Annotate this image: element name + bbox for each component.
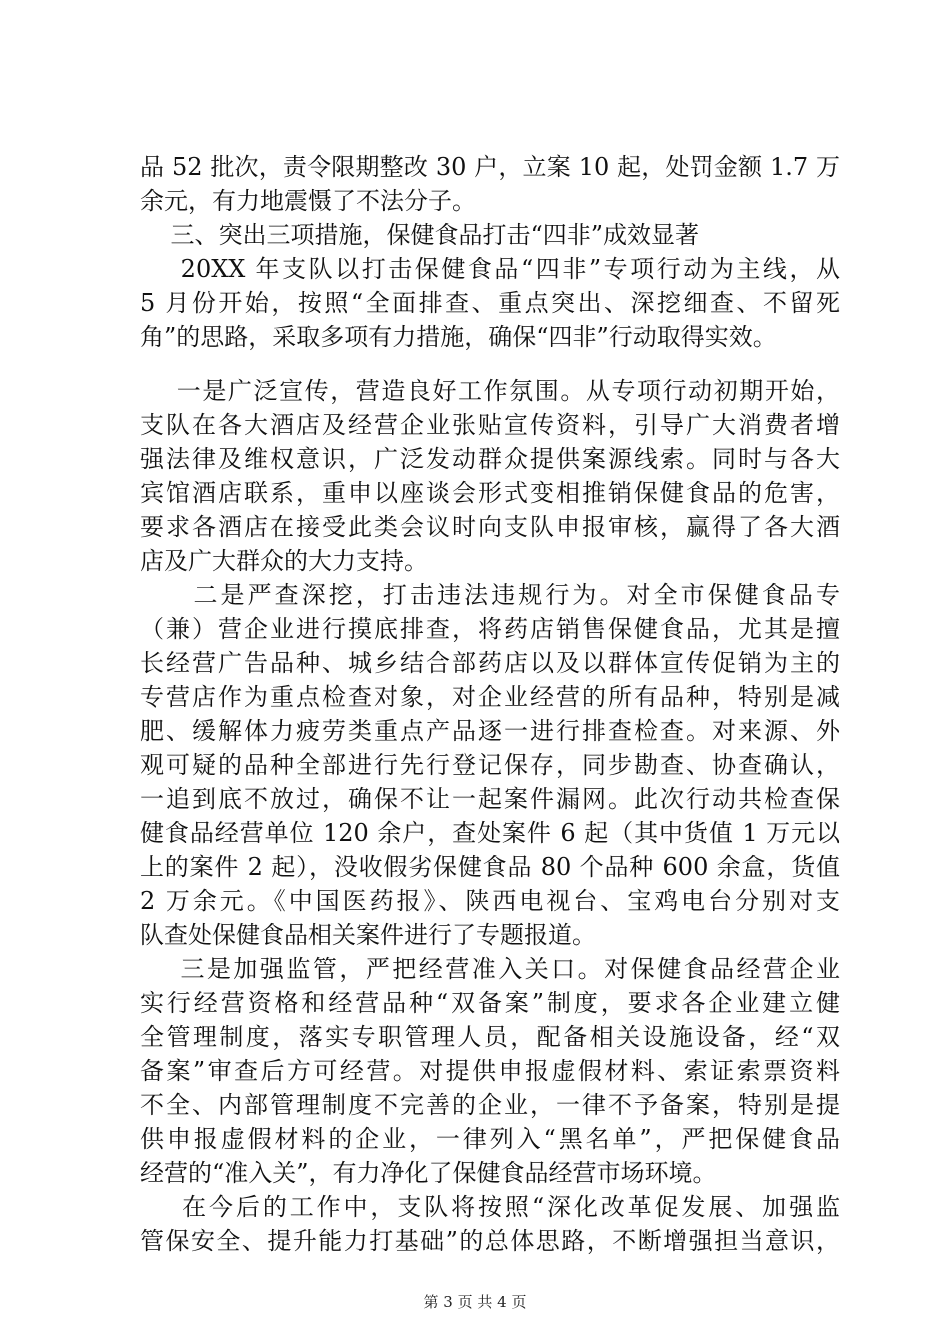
text-line: 三是加强监管，严把经营准入关口。对保健食品经营企业 (140, 955, 840, 983)
text-line: 上的案件 2 起），没收假劣保健食品 80 个品种 600 余盒，货值 (140, 853, 840, 881)
text-line: 支队在各大酒店及经营企业张贴宣传资料，引导广大消费者增 (140, 411, 840, 439)
text-line: 二是严查深挖，打击违法违规行为。对全市保健食品专 (140, 581, 840, 609)
text-line: 供申报虚假材料的企业，一律列入“黑名单”，严把保健食品 (140, 1125, 840, 1153)
text-line: 20XX 年支队以打击保健食品“四非”专项行动为主线，从 (140, 255, 840, 283)
text-line: 不全、内部管理制度不完善的企业，一律不予备案，特别是提 (140, 1091, 840, 1119)
text-line: 强法律及维权意识，广泛发动群众提供案源线索。同时与各大 (140, 445, 840, 473)
text-line: 队查处保健食品相关案件进行了专题报道。 (140, 921, 596, 949)
text-line: 一追到底不放过，确保不让一起案件漏网。此次行动共检查保 (140, 785, 840, 813)
text-line: 备案”审查后方可经营。对提供申报虚假材料、索证索票资料 (140, 1057, 840, 1085)
text-line: （兼）营企业进行摸底排查，将药店销售保健食品，尤其是擅 (140, 615, 840, 643)
section-heading: 三、突出三项措施，保健食品打击“四非”成效显著 (140, 221, 700, 249)
text-line: 在今后的工作中，支队将按照“深化改革促发展、加强监 (140, 1193, 840, 1221)
text-line: 管保安全、提升能力打基础”的总体思路，不断增强担当意识， (140, 1227, 840, 1255)
text-line: 店及广大群众的大力支持。 (140, 547, 428, 575)
text-line: 宾馆酒店联系，重申以座谈会形式变相推销保健食品的危害， (140, 479, 840, 507)
text-line: 经营的“准入关”，有力净化了保健食品经营市场环境。 (140, 1159, 717, 1187)
text-line: 肥、缓解体力疲劳类重点产品逐一进行排查检查。对来源、外 (140, 717, 840, 745)
text-line: 余元，有力地震慑了不法分子。 (140, 187, 476, 215)
text-line: 一是广泛宣传，营造良好工作氛围。从专项行动初期开始， (140, 377, 840, 405)
text-line: 专营店作为重点检查对象，对企业经营的所有品种，特别是减 (140, 683, 840, 711)
text-line: 2 万余元。《中国医药报》、陕西电视台、宝鸡电台分别对支 (140, 887, 840, 915)
text-line: 长经营广告品种、城乡结合部药店以及以群体宣传促销为主的 (140, 649, 840, 677)
text-line: 角”的思路，采取多项有力措施，确保“四非”行动取得实效。 (140, 323, 777, 351)
text-line: 健食品经营单位 120 余户，查处案件 6 起（其中货值 1 万元以 (140, 819, 840, 847)
text-line: 观可疑的品种全部进行先行登记保存，同步勘查、协查确认， (140, 751, 840, 779)
text-line: 实行经营资格和经营品种“双备案”制度，要求各企业建立健 (140, 989, 840, 1017)
text-line: 品 52 批次，责令限期整改 30 户，立案 10 起，处罚金额 1.7 万 (140, 153, 840, 181)
text-line: 要求各酒店在接受此类会议时向支队申报审核，赢得了各大酒 (140, 513, 840, 541)
page-number: 第 3 页 共 4 页 (423, 1293, 527, 1311)
text-line: 全管理制度，落实专职管理人员，配备相关设施设备，经“双 (140, 1023, 840, 1051)
text-line: 5 月份开始，按照“全面排查、重点突出、深挖细查、不留死 (140, 289, 840, 317)
